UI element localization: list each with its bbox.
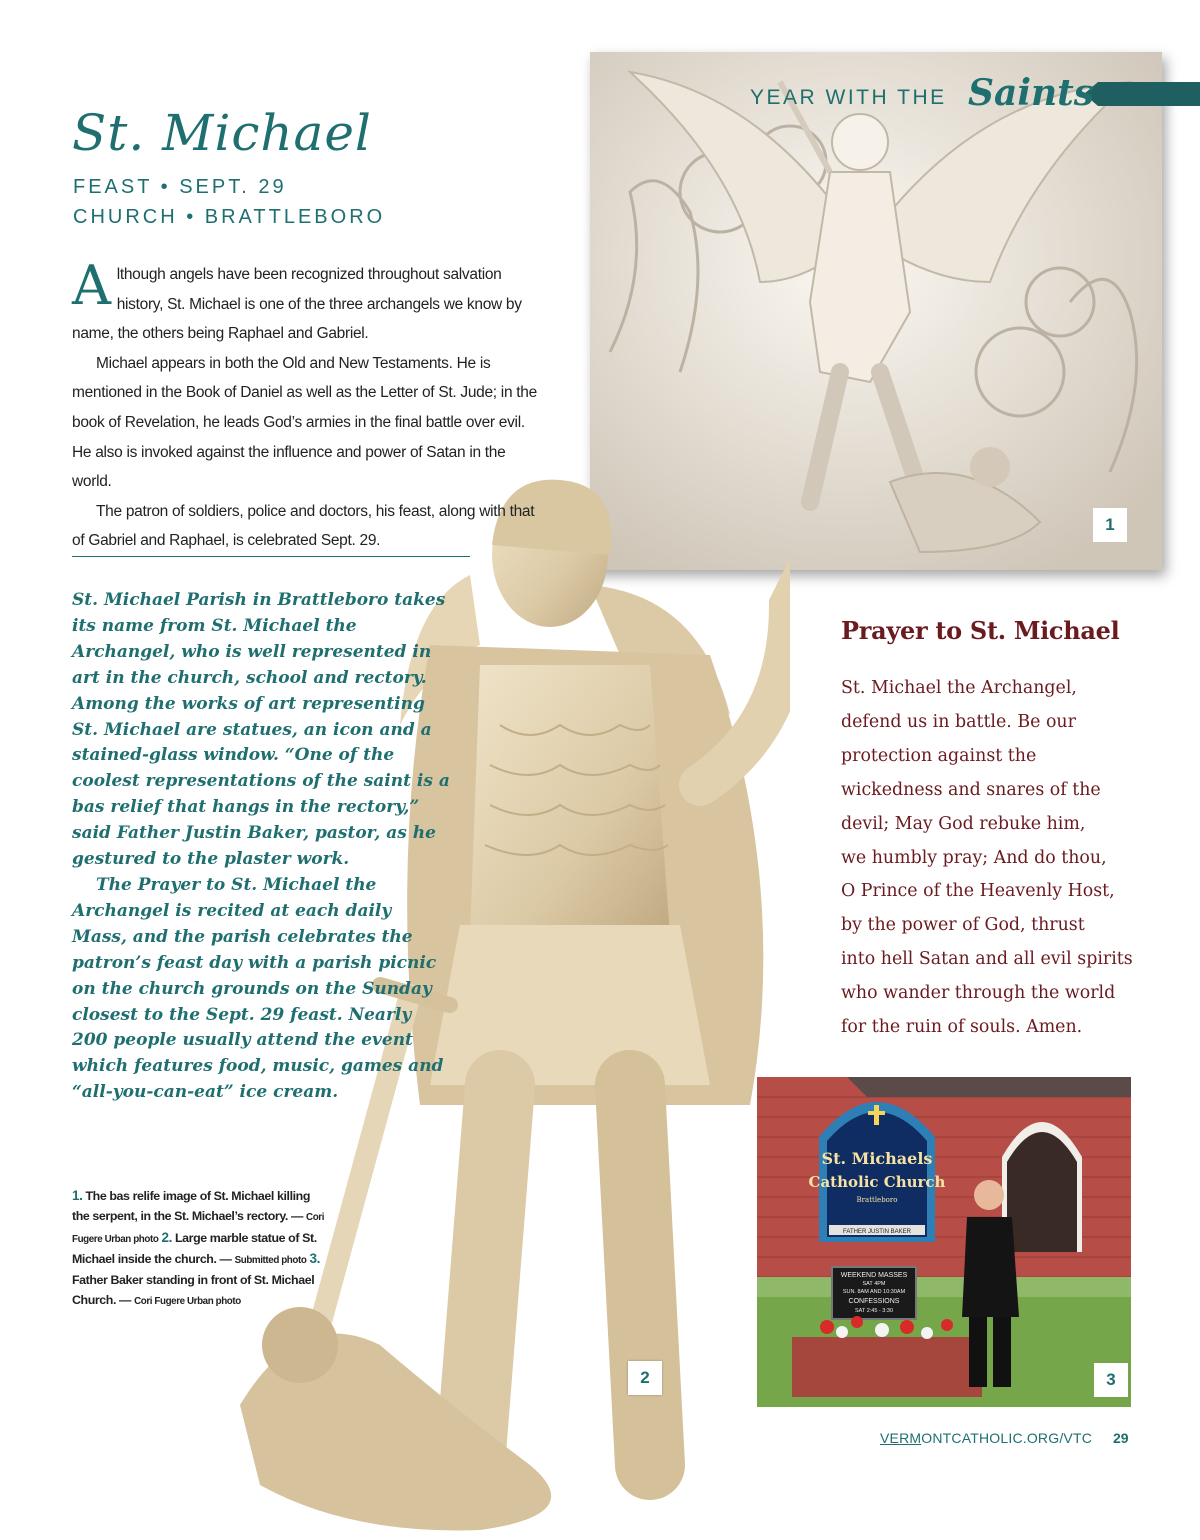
- prayer-line: St. Michael the Archangel,: [841, 678, 1077, 698]
- caption-2-credit: Submitted photo: [234, 1255, 307, 1267]
- caption-3-number: 3.: [309, 1251, 320, 1267]
- article-paragraph-1-text: lthough angels have been recognized throughout salvation history, St. Michael is one of the three archangels we know by name, the others being Raphael and Gabriel.: [72, 266, 522, 343]
- prayer-line: who wander through the world: [841, 983, 1116, 1004]
- caption-3-credit: Cori Fugere Urban photo: [134, 1295, 241, 1307]
- prayer-text: [841, 672, 1141, 1045]
- feast-date: FEAST • SEPT. 29: [73, 176, 287, 198]
- church-photo: [757, 1077, 1131, 1407]
- church-sign-pastor: FATHER JUSTIN BAKER: [843, 1229, 911, 1235]
- prayer-line: we humbly pray; And do thou,: [841, 847, 1107, 868]
- article-body: [72, 254, 542, 556]
- section-divider: [72, 556, 470, 557]
- pull-quote-paragraph-2: The Prayer to St. Michael the Archangel is recited at each daily Mass, and the parish celebrates the patron’s feast day with a parish picnic on the church grounds on the Sunday closest to the Sept. 29 feast. Nearly 200 people usually attend the event which features food, music, games and “all-you-can-eat” ice cream.: [72, 874, 444, 1103]
- photo-captions: [72, 1186, 330, 1312]
- article-title: St. Michael: [72, 104, 372, 162]
- footer-url-underlined: VERM: [880, 1430, 922, 1446]
- church-location: CHURCH • BRATTLEBORO: [73, 206, 386, 228]
- series-header: [750, 72, 1095, 132]
- prayer-line: by the power of God, thrust: [841, 915, 1085, 936]
- church-photo-illustration: [757, 1077, 1131, 1407]
- caption-3-text: Father Baker standing in front of St. Michael Church. —: [72, 1273, 315, 1307]
- church-sign-confessions-line: SAT 2:45 - 3:30: [854, 1308, 894, 1314]
- photo-number-2: 2: [628, 1361, 662, 1395]
- church-sign-masses-line2: SUN. 8AM AND 10:30AM: [842, 1289, 906, 1295]
- page-number: 29: [1113, 1430, 1129, 1446]
- article-paragraph-1: [72, 254, 542, 349]
- church-sign-line1: St. Michaels: [821, 1149, 933, 1168]
- footer-url-rest: ONTCATHOLIC.ORG/VTC: [921, 1430, 1093, 1446]
- footer-url[interactable]: [880, 1430, 1092, 1446]
- series-tab-bar: [1084, 82, 1200, 106]
- series-prefix: YEAR WITH THE: [750, 86, 947, 109]
- pull-quote-paragraph-1: St. Michael Parish in Brattleboro takes its name from St. Michael the Archangel, who is well represented in art in the church, school and rectory. Among the works of art representing St. Michael are statues, an icon and a stained-glass window. “One of the coolest representations of the saint is a bas relief that hangs in the rectory,” said Father Justin Baker, pastor, as he gestured to the plaster work.: [72, 590, 450, 870]
- article-paragraph-3: The patron of soldiers, police and doctors, his feast, along with that of Gabriel and Raphael, is celebrated Sept. 29.: [72, 502, 535, 550]
- prayer-line: into hell Satan and all evil spirits: [841, 949, 1133, 970]
- church-sign-masses-line1: SAT 4PM: [862, 1281, 886, 1287]
- pull-quote: [72, 588, 452, 1106]
- caption-2-number: 2.: [161, 1229, 172, 1245]
- caption-1-number: 1.: [72, 1188, 83, 1203]
- caption-1-credit: Cori Fugere Urban photo: [72, 1211, 325, 1245]
- church-sign-masses-title: WEEKEND MASSES: [840, 1272, 908, 1279]
- photo-number-1: 1: [1093, 508, 1127, 542]
- prayer-line: devil; May God rebuke him,: [841, 813, 1086, 834]
- drop-cap: A: [72, 254, 111, 317]
- prayer-line: O Prince of the Heavenly Host,: [841, 881, 1115, 902]
- prayer-line: for the ruin of souls. Amen.: [841, 1017, 1083, 1038]
- prayer-line: protection against the: [841, 745, 1037, 766]
- photo-number-3: 3: [1094, 1363, 1128, 1397]
- church-sign-line2: Catholic Church: [808, 1173, 946, 1191]
- prayer-line: defend us in battle. Be our: [841, 711, 1076, 732]
- prayer-line: wickedness and snares of the: [841, 779, 1101, 800]
- article-paragraph-2: Michael appears in both the Old and New Testaments. He is mentioned in the Book of Daniel as well as the Letter of St. Jude; in the book of Revelation, he leads God’s armies in the final battle over evil. He also is invoked against the influence and power of Satan in the world.: [72, 354, 537, 491]
- church-sign-confessions-title: CONFESSIONS: [848, 1298, 900, 1305]
- caption-2-text: Large marble statue of St. Michael inside the church. —: [72, 1230, 317, 1267]
- church-sign-subtitle: Brattleboro: [856, 1196, 898, 1204]
- caption-1-text: The bas relife image of St. Michael killing the serpent, in the St. Michael’s rectory. —: [72, 1189, 310, 1223]
- series-word: Saints: [968, 72, 1095, 114]
- prayer-title: Prayer to St. Michael: [841, 616, 1120, 645]
